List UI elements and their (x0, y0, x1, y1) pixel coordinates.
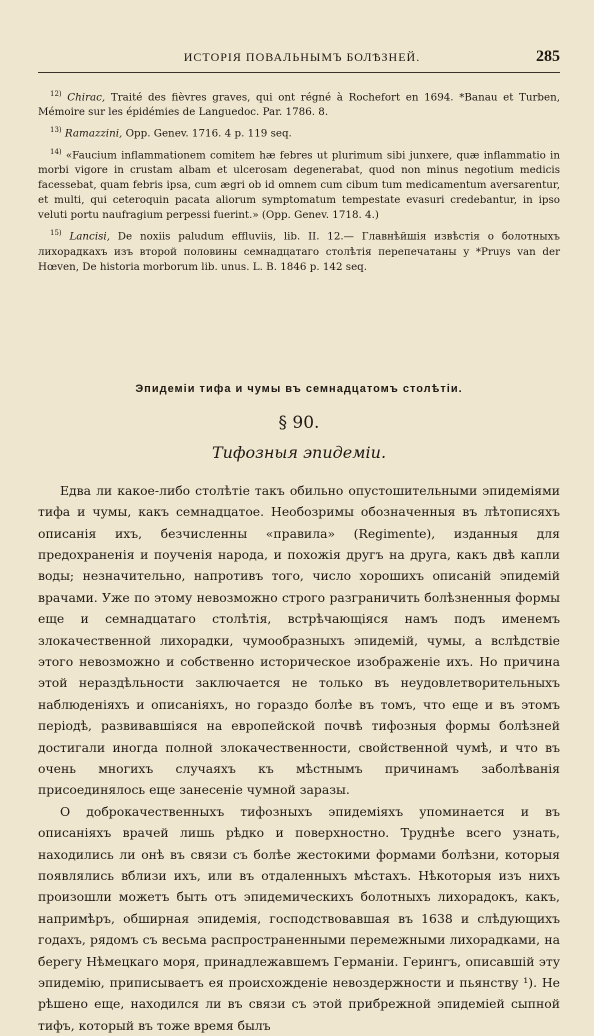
page-header (38, 48, 560, 73)
page-number: 285 (536, 48, 560, 65)
footnote-mark: 15) (50, 229, 62, 238)
body-paragraph: Едва ли какое-либо столѣтіе такъ обильно опустошительными эпидеміями тифа и чумы, какъ семнадцатое. Необозримы обозначенныя въ лѣтописяхъ описанія ихъ, безчисленны «правила» (Regimente), изданныя для предохраненія и поученія народа, и похожія другъ на друга, какъ двѣ капли воды; незначительно, напротивъ того, число хорошихъ описаній эпидемій врачами. Уже по этому невозможно строго разграничить болѣзненныя формы еще и семнадцатаго столѣтія, встрѣчающіяся намъ подъ именемъ злокачественной лихорадки, чумообразныхъ эпидемій, чумы, а вслѣдствіе этого невозможно и собственно историческое изображеніе ихъ. Но причина этой нераздѣльности заключается не только въ неудовлетворительныхъ наблюденіяхъ и описаніяхъ, но гораздо болѣе въ томъ, что еще и въ этомъ періодѣ, развивавшіяся на европейской почвѣ тифозныя формы болѣзней достигали иногда полной злокачественности, свойственной чумѣ, и что въ очень многихъ случаяхъ къ мѣстнымъ причинамъ заболѣванія присоединялось еще занесеніе чумной заразы. (38, 482, 560, 798)
footnote (38, 87, 560, 120)
footnote-mark: 13) (50, 126, 62, 135)
footnote (38, 145, 560, 223)
footnote-mark: 12) (50, 90, 62, 98)
footnote (38, 226, 560, 274)
footnote (38, 123, 560, 141)
footnotes (38, 87, 560, 275)
body-text (38, 480, 560, 1036)
footnote-text: Opp. Genev. 1716. 4 p. 119 seq. (122, 127, 292, 140)
paragraph-number: § 90. (278, 412, 320, 433)
section-title: Эпидеміи тифа и чумы въ семнадцатомъ столѣтіи. (135, 382, 463, 395)
running-head: ИСТОРІЯ ПОВАЛЬНЫМЪ БОЛѢЗНЕЙ. (183, 50, 421, 64)
footnote-author: Ramazzini, (64, 127, 123, 140)
footnote-mark: 14) (50, 147, 62, 156)
subtitle: Тифозныя эпидеміи. (211, 442, 387, 462)
footnote-text: De noxiis paludum effluviis, lib. II. 12.— Главнѣйшія извѣстія о болотныхъ лихорадкахъ изъ второй половины семнадцатаго столѣтія перепечатаны у *Pruys van der Hœven, De historia morborum lib. unus. L. B. 1846 p. 142 seq. (38, 230, 560, 273)
footnote-author: Chirac, (67, 91, 106, 104)
footnote-text: Traité des fièvres graves, qui ont régné à Rochefort en 1694. *Banau et Turben, Mémoire sur les épidémies de Languedoc. Par. 1786. 8. (38, 91, 560, 119)
body-paragraph: О доброкачественныхъ тифозныхъ эпидеміяхъ упоминается и въ описаніяхъ врачей лишь рѣдко и поверхностно. Труднѣе всего узнать, находились ли онѣ въ связи съ болѣе жестокими формами болѣзни, которыя появлялись вблизи ихъ, или въ отдаленныхъ мѣстахъ. Нѣкоторыя изъ нихъ произошли можетъ быть отъ эпидемическихъ болотныхъ лихорадокъ, какъ, напримѣръ, обширная эпидемія, господствовавшая въ 1638 и слѣдующихъ годахъ, рядомъ съ весьма распространенными перемежными лихорадками, на берегу Нѣмецкаго моря, принадлежавшемъ Германіи. Герингъ, описавшій эту эпидемію, приписываетъ ея происхожденіе невоздержности и пьянству ¹). Не рѣшено еще, находился ли въ связи съ этой прибрежной эпидеміей сыпной тифъ, который въ тоже время былъ (38, 803, 560, 1033)
footnote-text: «Faucium inflammationem comitem hæ febres ut plurimum sibi junxere, quæ inflammatio in morbi vigore in crustam albam et ulcerosam degenerabat, quod non minus negotium medicis facessebat, quam febris ipsa, cum ægri ob id omnem cum cibum tum medicamentum aversarentur, et multi, qui ceteroquin pacata aliorum symptomatum tempestate evasuri credebantur, in ipso veluti portu naufragium perpessi fuerint.» (Opp. Genev. 1718. 4.) (38, 149, 560, 222)
footnote-author: Lancisi, (69, 230, 110, 243)
